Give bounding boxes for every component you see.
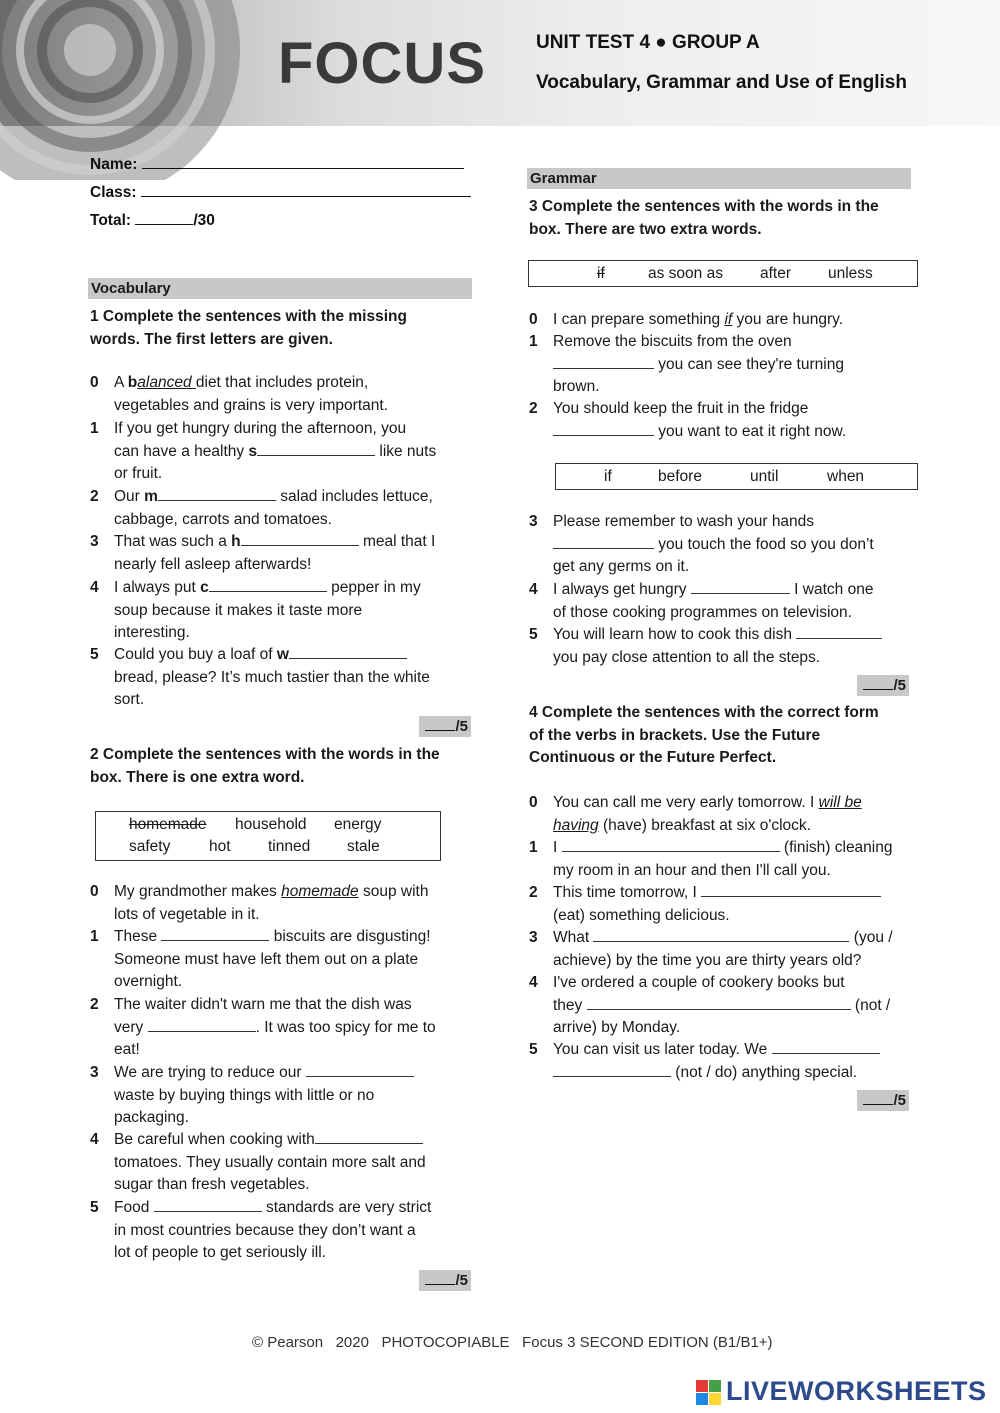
ex4-item-0: 0 You can call me very early tomorrow. I will be having (have) breakfast at six o'clock. [529, 794, 862, 834]
word-box-word: safety [129, 838, 171, 855]
ex1-instruction: 1 Complete the sentences with the missing words. The first letters are given. [90, 308, 407, 348]
ex4-item-4: 4 I've ordered a couple of cookery books but they (not / arrive) by Monday. [529, 974, 891, 1036]
ex1-answer-4[interactable] [209, 578, 327, 592]
ex3-answer-4[interactable] [691, 580, 790, 594]
ex4-answer-3[interactable] [593, 928, 849, 942]
ex4-instruction: 4 Complete the sentences with the correct form of the verbs in brackets. Use the Future Continuous or the Future Perfect. [529, 704, 879, 766]
word-box-word: hot [209, 838, 231, 855]
ex3-word-box-1 [528, 260, 918, 287]
ex4-item-3: 3 What (you / achieve) by the time you are thirty years old? [529, 929, 893, 969]
ex3-item-0: 0 I can prepare something if you are hungry. [529, 311, 844, 328]
ex3-instruction: 3 Complete the sentences with the words in the box. There are two extra words. [529, 198, 879, 238]
total-field [90, 210, 215, 230]
class-label: Class: [90, 184, 137, 201]
ex2-word-box [95, 811, 441, 861]
vocabulary-heading: Vocabulary [88, 278, 472, 299]
ex1-item-2: 2 Our m salad includes lettuce, cabbage, carrots and tomatoes. [90, 488, 433, 528]
ex4-answer-5a[interactable] [772, 1040, 880, 1054]
ex1-score[interactable]: /5 [419, 716, 471, 737]
word-box-word: after [760, 265, 792, 282]
word-box-word: if [597, 265, 605, 282]
word-box-word: stale [347, 838, 380, 855]
class-input[interactable] [141, 182, 471, 197]
ex2-answer-4[interactable] [315, 1130, 423, 1144]
ex1-item-3: 3 That was such a h meal that I nearly fell asleep afterwards! [90, 533, 436, 573]
word-box-word: unless [828, 265, 873, 282]
ex2-item-5: 5 Food standards are very strict in most countries because they don’t want a lot of people to get seriously ill. [90, 1199, 432, 1261]
ex2-item-1: 1 These biscuits are disgusting! Someone must have left them out on a plate overnight. [90, 928, 431, 990]
ex2-item-3: 3 We are trying to reduce our waste by buying things with little or no packaging. [90, 1062, 472, 1130]
copyright-footer: © Pearson 2020 PHOTOCOPIABLE Focus 3 SECOND EDITION (B1/B1+) [252, 1334, 773, 1351]
liveworksheets-icon [696, 1380, 722, 1406]
ex2-instruction: 2 Complete the sentences with the words in the box. There is one extra word. [90, 746, 440, 786]
class-field [90, 182, 471, 202]
ex1-answer-2[interactable] [158, 487, 276, 501]
ex4-answer-1[interactable] [562, 838, 780, 852]
name-input[interactable] [142, 154, 464, 169]
ex3-answer-1[interactable] [553, 355, 654, 369]
ex2-answer-5[interactable] [154, 1198, 262, 1212]
test-subtitle: Vocabulary, Grammar and Use of English [536, 72, 907, 93]
word-box-word: when [827, 468, 865, 485]
total-input[interactable] [135, 210, 193, 225]
ex3-answer-3[interactable] [553, 535, 654, 549]
ex1-item-4: 4 I always put c pepper in my soup because it makes it taste more interesting. [90, 579, 421, 641]
ex1-item-5: 5 Could you buy a loaf of w bread, please? It’s much tastier than the white sort. [90, 646, 430, 708]
ex4-score[interactable]: /5 [857, 1090, 909, 1111]
name-label: Name: [90, 156, 138, 173]
ex3-word-box-2 [555, 463, 918, 490]
ex2-answer-1[interactable] [161, 927, 269, 941]
ex3-item-4: 4 I always get hungry I watch one of those cooking programmes on television. [529, 581, 874, 621]
word-box-word: if [604, 468, 612, 485]
ex2-answer-3[interactable] [306, 1063, 414, 1077]
ex2-item-2: 2 The waiter didn't warn me that the dish was very . It was too spicy for me to eat! [90, 996, 436, 1058]
swirl-graphic [0, 0, 270, 180]
ex3-answer-5[interactable] [796, 625, 882, 639]
ex3-item-1: 1 Remove the biscuits from the oven you can see they're turning brown. [529, 333, 844, 395]
ex4-item-2: 2 This time tomorrow, I (eat) something delicious. [529, 882, 919, 928]
liveworksheets-wordmark: LIVEWORKSHEETS [726, 1376, 987, 1406]
word-box-word: before [658, 468, 702, 485]
ex4-answer-2[interactable] [701, 883, 881, 897]
ex3-score[interactable]: /5 [857, 675, 909, 696]
ex4-answer-5b[interactable] [553, 1063, 671, 1077]
ex1-example-answer: alanced [137, 374, 196, 391]
ex4-example-answer: will be [818, 794, 862, 811]
ex4-answer-4[interactable] [587, 996, 851, 1010]
ex2-answer-2[interactable] [148, 1018, 256, 1032]
ex3-example-answer: if [724, 311, 733, 328]
ex1-answer-1[interactable] [257, 442, 375, 456]
ex3-item-5: 5 You will learn how to cook this dish you pay close attention to all the steps. [529, 624, 919, 670]
ex4-item-5: 5 You can visit us later today. We (not / do) anything special. [529, 1039, 919, 1085]
ex2-item-4: 4 Be careful when cooking with tomatoes. They usually contain more salt and sugar than fresh vegetables. [90, 1131, 426, 1193]
ex4-item-1: 1 I (finish) cleaning my room in an hour and then I'll call you. [529, 839, 893, 879]
word-box-word: tinned [268, 838, 311, 855]
ex3-answer-2[interactable] [553, 422, 654, 436]
grammar-heading: Grammar [527, 168, 911, 189]
word-box-word: until [750, 468, 779, 485]
word-box-word: household [235, 816, 307, 833]
word-box-word: as soon as [648, 265, 723, 282]
ex1-item-1: 1 If you get hungry during the afternoon, you can have a healthy s like nuts or fruit. [90, 420, 437, 482]
name-field [90, 154, 464, 174]
total-max: /30 [193, 212, 215, 229]
ex2-item-0: 0 My grandmother makes homemade soup with lots of vegetable in it. [90, 883, 429, 923]
ex1-answer-3[interactable] [241, 532, 359, 546]
total-label: Total: [90, 212, 132, 229]
test-title: UNIT TEST 4 ● GROUP A [536, 32, 760, 53]
word-box-word: homemade [129, 816, 207, 833]
ex1-item-0: 0 A balanced diet that includes protein, vegetables and grains is very important. [90, 374, 388, 414]
brand-logo: FOCUS [278, 31, 486, 96]
ex3-item-2: 2 You should keep the fruit in the fridge you want to eat it right now. [529, 400, 847, 440]
ex3-item-3: 3 Please remember to wash your hands you touch the food so you don’t get any germs on it. [529, 513, 874, 575]
ex2-example-answer: homemade [281, 883, 359, 900]
ex2-score[interactable]: /5 [419, 1270, 471, 1291]
word-box-word: energy [334, 816, 382, 833]
ex1-answer-5[interactable] [289, 645, 407, 659]
